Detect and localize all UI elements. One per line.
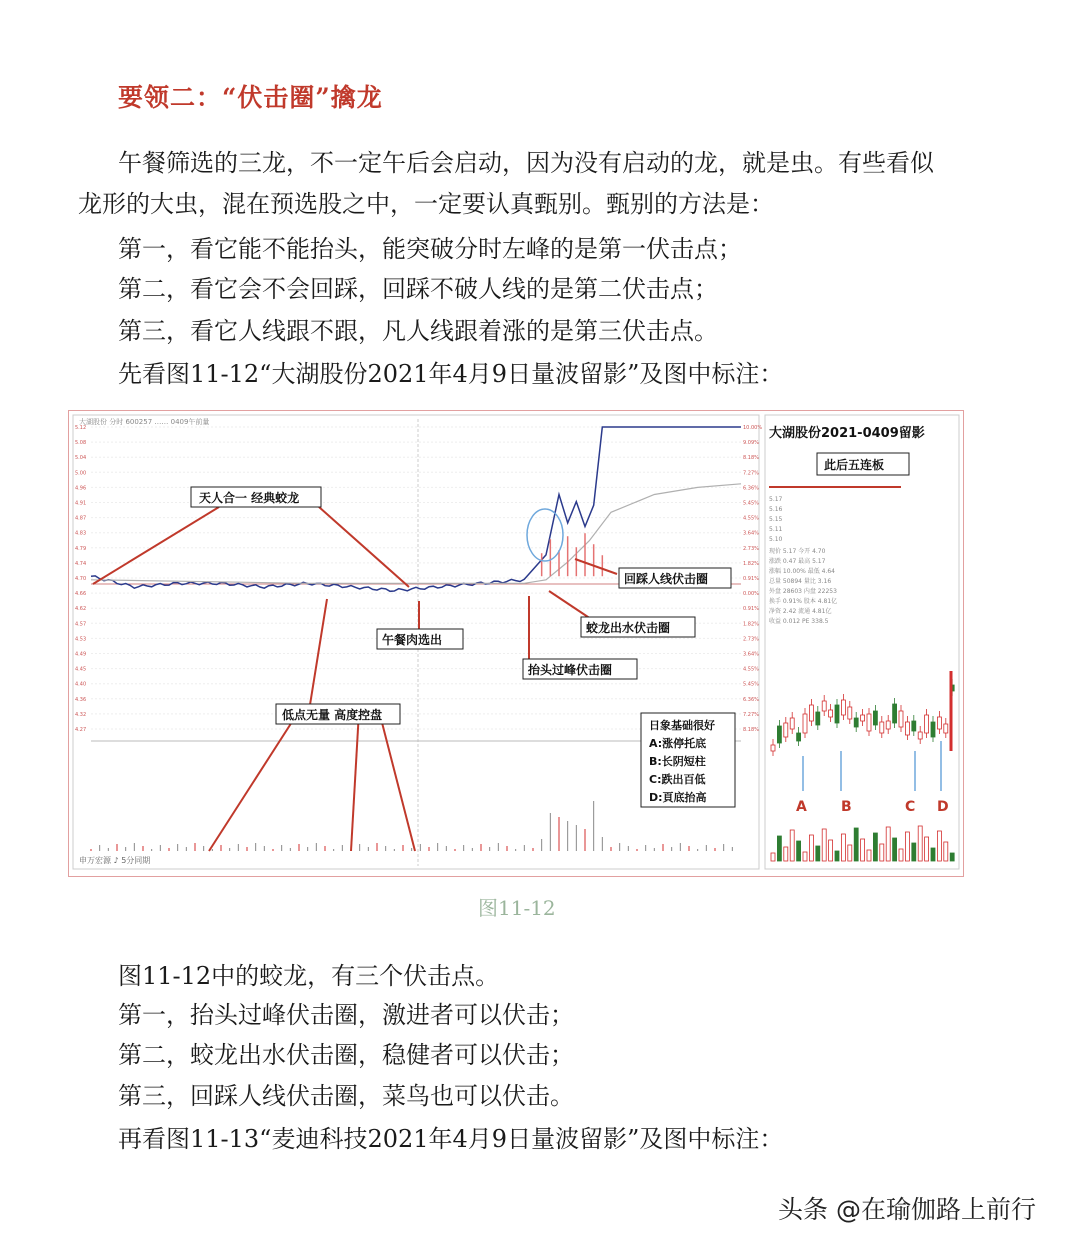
figure-caption: 图11-12: [478, 896, 556, 920]
pct-tick: 5.45%: [743, 681, 759, 688]
price-tick: 4.45: [75, 666, 87, 673]
daily-volume-bar: [867, 850, 871, 861]
price-tick: 4.83: [75, 530, 87, 537]
label-lunch: [377, 629, 463, 649]
candle-body: [937, 717, 941, 729]
svg-text:A:涨停托底: A:涨停托底: [649, 737, 707, 750]
daily-volume-bar: [803, 852, 807, 861]
figure-11-12: [68, 410, 964, 877]
price-tick: 5.12: [75, 425, 87, 431]
pct-tick: 6.36%: [743, 696, 759, 703]
figure-intro-line: 先看图11-12“大湖股份2021年4月9日量波留影”及图中标注：: [118, 360, 784, 388]
daily-volume-bar: [899, 849, 903, 861]
price-tick: 4.27: [75, 727, 87, 733]
svg-text:回踩人线伏击圈: 回踩人线伏击圈: [624, 572, 709, 586]
label-retest: [619, 568, 731, 588]
daily-panel: [765, 415, 959, 869]
pct-tick: 4.55%: [743, 515, 759, 522]
daily-volume-bar: [822, 829, 826, 861]
pct-tick: 10.00%: [743, 425, 763, 431]
svg-text:总量 50894 量比 3.16: 总量 50894 量比 3.16: [769, 578, 832, 585]
summary-line-3: 第二，蛟龙出水伏击圈，稳健者可以伏击；: [118, 1041, 574, 1069]
svg-text:蛟龙出水伏击圈: 蛟龙出水伏击圈: [586, 621, 671, 635]
price-tick: 4.32: [75, 711, 87, 718]
pct-tick: 0.91%: [743, 606, 759, 613]
price-tick: 4.49: [75, 651, 87, 658]
pct-tick: 0.00%: [743, 591, 759, 598]
svg-text:B: B: [841, 799, 852, 815]
candle-body: [912, 721, 916, 731]
pct-tick: 6.36%: [743, 485, 759, 492]
source-watermark: 头条 @在瑜伽路上前行: [778, 1195, 1036, 1224]
svg-text:5.10: 5.10: [769, 536, 783, 543]
daily-volume-bar: [809, 835, 813, 861]
pct-tick: 2.73%: [743, 545, 759, 552]
svg-text:5.15: 5.15: [769, 516, 783, 523]
svg-text:午餐肉选出: 午餐肉选出: [382, 633, 443, 647]
pct-tick: 9.09%: [743, 440, 759, 447]
svg-text:5.11: 5.11: [769, 526, 783, 533]
daily-volume-bar: [925, 837, 929, 861]
candle-body: [790, 718, 794, 729]
daily-volume-bar: [893, 838, 897, 861]
candle-body: [816, 712, 820, 725]
candle-body: [899, 711, 903, 727]
daily-volume-bar: [777, 836, 781, 861]
price-axis: [75, 425, 86, 733]
pct-tick: 2.73%: [743, 636, 759, 643]
candle-body: [905, 722, 909, 735]
candle-body: [854, 718, 858, 727]
candle-body: [841, 700, 845, 715]
price-tick: 4.53: [75, 636, 87, 643]
svg-text:净资 2.42 流通 4.81亿: 净资 2.42 流通 4.81亿: [769, 608, 832, 615]
candle-body: [822, 701, 826, 711]
daily-volume-bar: [861, 839, 865, 861]
daily-volume-bar: [816, 846, 820, 861]
pct-tick: 5.45%: [743, 500, 759, 507]
svg-text:B:长阴短柱: B:长阴短柱: [649, 755, 706, 768]
daily-volume-bar: [854, 828, 858, 861]
daily-volume-bar: [797, 841, 801, 861]
svg-text:天人合一 经典蛟龙: 天人合一 经典蛟龙: [199, 491, 300, 505]
price-tick: 5.04: [75, 455, 87, 462]
pct-tick: 1.82%: [743, 560, 759, 567]
daily-volume-bar: [931, 848, 935, 861]
daily-volume-bar: [771, 853, 775, 861]
pct-tick: 8.18%: [743, 727, 759, 733]
price-tick: 4.66: [75, 591, 87, 598]
svg-text:D:頁底抬高: D:頁底抬高: [649, 791, 707, 804]
daily-volume-bar: [912, 843, 916, 861]
figure-svg: [69, 411, 963, 876]
label-tianren: [191, 487, 321, 507]
candle-body: [880, 722, 884, 733]
svg-text:涨幅 10.00% 最低 4.64: 涨幅 10.00% 最低 4.64: [769, 568, 835, 575]
pct-tick: 0.91%: [743, 576, 759, 582]
pct-tick: 3.64%: [743, 530, 759, 537]
candle-body: [944, 724, 948, 733]
daily-volume-bar: [937, 831, 941, 861]
daily-basis-box: [641, 713, 735, 807]
candle-body: [803, 714, 807, 733]
svg-text:抬头过峰伏击圈: 抬头过峰伏击圈: [528, 663, 613, 677]
svg-text:涨跌 0.47 最高 5.17: 涨跌 0.47 最高 5.17: [769, 558, 826, 565]
price-tick: 4.74: [75, 560, 87, 567]
svg-text:C:跌出百低: C:跌出百低: [649, 773, 706, 786]
svg-text:日象基础很好: 日象基础很好: [649, 719, 715, 732]
next-figure-line: 再看图11-13“麦迪科技2021年4月9日量波留影”及图中标注：: [118, 1125, 784, 1153]
candle-body: [861, 715, 865, 721]
candle-body: [918, 732, 922, 739]
daily-volume-bar: [790, 830, 794, 861]
svg-text:C: C: [905, 799, 916, 815]
candle-body: [797, 733, 801, 741]
candle-body: [893, 704, 897, 723]
price-tick: 4.36: [75, 696, 87, 703]
price-tick: 4.40: [75, 681, 87, 688]
daily-volume-bar: [784, 847, 788, 861]
section-heading: 要领二：“伏击圈”擒龙: [118, 83, 383, 112]
pct-tick: 7.27%: [743, 470, 759, 477]
label-breakout: [523, 659, 637, 679]
price-tick: 4.91: [75, 500, 87, 507]
candle-body: [886, 721, 890, 729]
candle-body: [777, 726, 781, 743]
label-jiaolong-out: [581, 617, 695, 637]
price-tick: 4.62: [75, 606, 87, 613]
daily-volume-bar: [848, 845, 852, 861]
candle-body: [829, 710, 833, 717]
candle-body: [784, 723, 788, 737]
label-low-volume: [276, 704, 400, 724]
method-line-3: 第三，看它人线跟不跟，凡人线跟着涨的是第三伏击点。: [118, 317, 718, 345]
footer-text: 申万宏源 ♪ 5分同期: [79, 856, 151, 865]
price-tick: 4.87: [75, 515, 87, 522]
daily-volume-bar: [905, 832, 909, 861]
svg-text:5.16: 5.16: [769, 506, 783, 513]
daily-volume-bar: [835, 851, 839, 861]
pct-tick: 8.18%: [743, 455, 759, 462]
price-tick: 5.08: [75, 440, 87, 447]
price-tick: 4.57: [75, 621, 87, 628]
candle-body: [925, 715, 929, 733]
daily-volume-bar: [918, 826, 922, 861]
candle-body: [848, 707, 852, 719]
summary-line-2: 第一，抬头过峰伏击圈，激进者可以伏击；: [118, 1001, 574, 1029]
daily-volume-bar: [944, 842, 948, 861]
pct-tick: 4.55%: [743, 666, 759, 673]
daily-volume-bar: [950, 853, 954, 861]
intro-line-1: 午餐筛选的三龙，不一定午后会启动，因为没有启动的龙，就是虫。有些看似: [118, 149, 934, 177]
candle-body: [867, 714, 871, 731]
svg-text:D: D: [937, 799, 949, 815]
svg-text:换手 0.91% 股本 4.81亿: 换手 0.91% 股本 4.81亿: [769, 598, 838, 605]
svg-text:5.17: 5.17: [769, 496, 783, 503]
price-tick: 4.79: [75, 545, 87, 552]
daily-volume-bar: [829, 840, 833, 861]
candle-body: [809, 705, 813, 721]
candle-body: [931, 722, 935, 737]
pct-tick: 3.64%: [743, 651, 759, 658]
svg-text:现价 5.17 今开 4.70: 现价 5.17 今开 4.70: [769, 548, 826, 555]
price-tick: 4.70: [75, 576, 87, 582]
price-tick: 5.00: [75, 470, 87, 477]
pct-tick: 7.27%: [743, 711, 759, 718]
method-line-2: 第二，看它会不会回踩，回踩不破人线的是第二伏击点；: [118, 275, 718, 303]
daily-volume-bar: [841, 834, 845, 861]
label-five-boards: [817, 453, 909, 475]
daily-title: 大湖股份2021-0409留影: [769, 426, 925, 441]
pct-tick: 1.82%: [743, 621, 759, 628]
method-line-1: 第一，看它能不能抬头，能突破分时左峰的是第一伏击点；: [118, 235, 742, 263]
candle-body: [771, 745, 775, 751]
svg-text:收益 0.012 PE 338.5: 收益 0.012 PE 338.5: [769, 618, 829, 625]
summary-line-4: 第三，回踩人线伏击圈，菜鸟也可以伏击。: [118, 1082, 574, 1110]
daily-volume-bar: [873, 833, 877, 861]
panel-header-text: 大湖股份 分时 600257 …… 0409午前量: [79, 418, 210, 426]
candle-body: [835, 705, 839, 723]
intro-line-2: 龙形的大虫，混在预选股之中，一定要认真甄别。甄别的方法是：: [78, 190, 774, 218]
summary-line-1: 图11-12中的蛟龙，有三个伏击点。: [118, 962, 500, 990]
price-tick: 4.96: [75, 485, 87, 492]
svg-text:外盘 28603 内盘 22253: 外盘 28603 内盘 22253: [769, 588, 837, 595]
daily-volume-bar: [880, 844, 884, 861]
svg-text:低点无量 高度控盘: 低点无量 高度控盘: [282, 708, 383, 722]
daily-volume-bar: [886, 827, 890, 861]
svg-text:此后五连板: 此后五连板: [824, 458, 885, 472]
svg-text:A: A: [796, 799, 807, 815]
candle-body: [873, 711, 877, 725]
